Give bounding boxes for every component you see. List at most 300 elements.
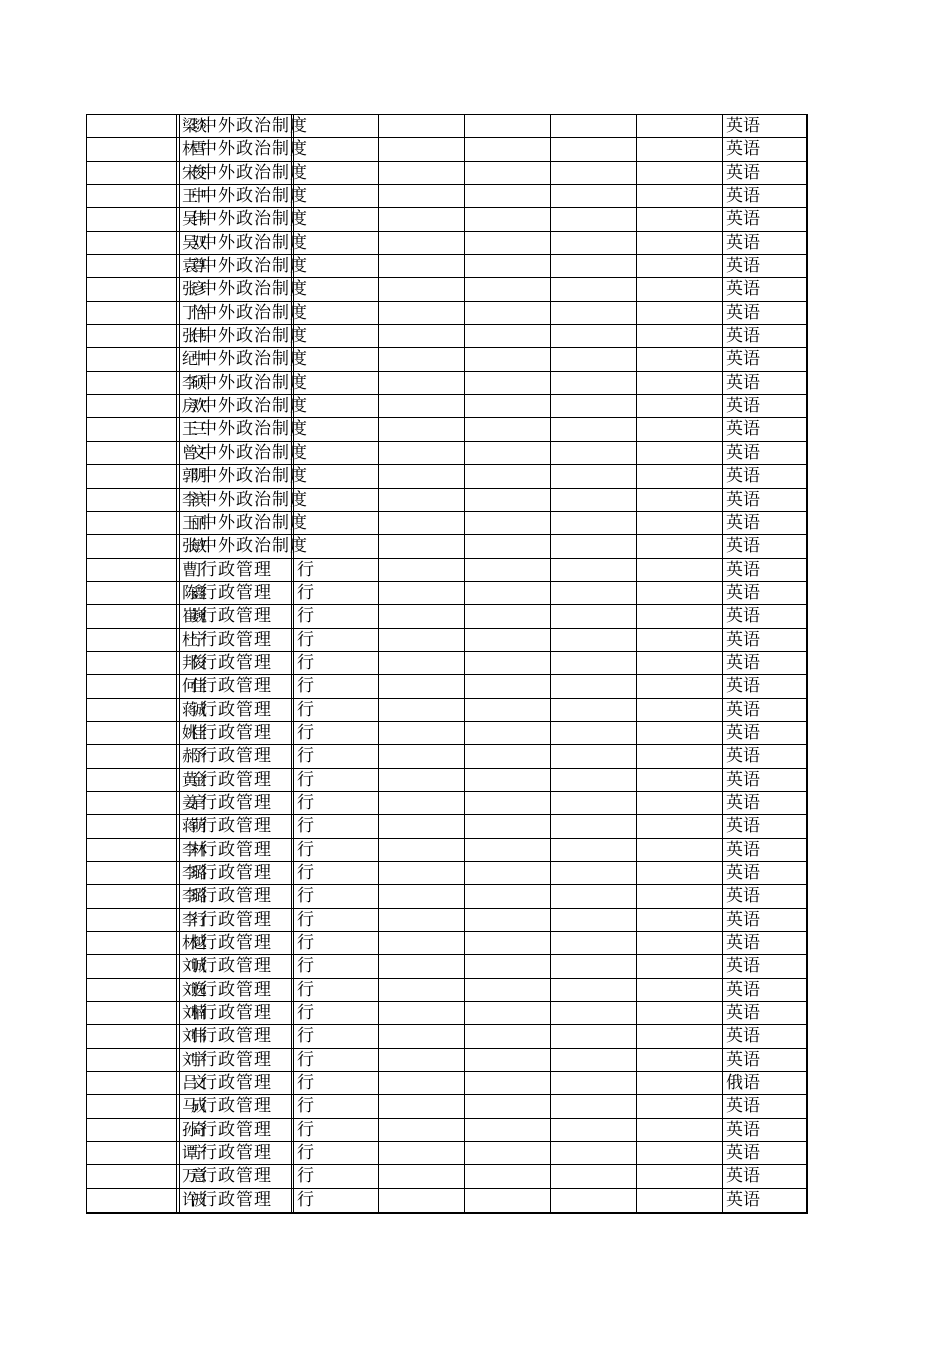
cell-empty[interactable]: [379, 1119, 465, 1141]
cell-language[interactable]: [723, 1025, 806, 1047]
cell-col3[interactable]: [293, 932, 379, 954]
cell-empty[interactable]: [465, 699, 551, 721]
cell-empty[interactable]: [637, 255, 723, 277]
cell-empty[interactable]: [637, 675, 723, 697]
cell-name-major[interactable]: [179, 1095, 292, 1117]
cell-language[interactable]: [723, 769, 806, 791]
cell-name-major[interactable]: [179, 1142, 292, 1164]
cell-name-major[interactable]: [179, 1072, 292, 1094]
cell-col3[interactable]: [293, 792, 379, 814]
cell-col3[interactable]: [293, 1025, 379, 1047]
cell-language[interactable]: [723, 699, 806, 721]
cell-language[interactable]: [723, 535, 806, 557]
cell-language[interactable]: [723, 979, 806, 1001]
cell-empty[interactable]: [379, 862, 465, 884]
cell-empty[interactable]: [87, 1072, 177, 1094]
cell-col3[interactable]: [293, 769, 379, 791]
cell-empty[interactable]: [465, 1025, 551, 1047]
cell-name-major[interactable]: [179, 489, 308, 511]
cell-empty[interactable]: [465, 255, 551, 277]
cell-empty[interactable]: [551, 348, 637, 370]
cell-empty[interactable]: [379, 372, 465, 394]
cell-empty[interactable]: [87, 1095, 177, 1117]
cell-empty[interactable]: [87, 559, 177, 581]
cell-empty[interactable]: [637, 278, 723, 300]
cell-name-major[interactable]: [179, 839, 292, 861]
cell-name-major[interactable]: [179, 769, 292, 791]
cell-empty[interactable]: [87, 722, 177, 744]
cell-empty[interactable]: [637, 605, 723, 627]
cell-empty[interactable]: [551, 1142, 637, 1164]
cell-empty[interactable]: [551, 395, 637, 417]
cell-empty[interactable]: [379, 745, 465, 767]
cell-language[interactable]: [723, 232, 806, 254]
cell-empty[interactable]: [379, 815, 465, 837]
cell-empty[interactable]: [637, 979, 723, 1001]
cell-empty[interactable]: [465, 512, 551, 534]
cell-name-major[interactable]: [179, 1189, 292, 1212]
cell-name-major[interactable]: [179, 745, 292, 767]
cell-empty[interactable]: [379, 162, 465, 184]
cell-language[interactable]: [723, 1002, 806, 1024]
cell-empty[interactable]: [87, 815, 177, 837]
cell-name-major[interactable]: [179, 699, 292, 721]
cell-empty[interactable]: [551, 208, 637, 230]
cell-name-major[interactable]: [179, 1025, 292, 1047]
cell-empty[interactable]: [465, 1095, 551, 1117]
cell-empty[interactable]: [379, 675, 465, 697]
cell-name-major[interactable]: [179, 418, 308, 440]
cell-empty[interactable]: [637, 1095, 723, 1117]
cell-name-major[interactable]: [179, 979, 292, 1001]
cell-col3[interactable]: [293, 1189, 379, 1212]
cell-empty[interactable]: [551, 652, 637, 674]
cell-name-major[interactable]: [179, 348, 308, 370]
cell-empty[interactable]: [87, 302, 177, 324]
cell-language[interactable]: [723, 1049, 806, 1071]
cell-empty[interactable]: [87, 745, 177, 767]
cell-empty[interactable]: [465, 418, 551, 440]
cell-empty[interactable]: [465, 652, 551, 674]
cell-empty[interactable]: [551, 862, 637, 884]
cell-empty[interactable]: [551, 278, 637, 300]
cell-empty[interactable]: [551, 722, 637, 744]
cell-empty[interactable]: [637, 372, 723, 394]
cell-name-major[interactable]: [179, 885, 292, 907]
cell-col3[interactable]: [293, 1072, 379, 1094]
cell-language[interactable]: [723, 745, 806, 767]
cell-language[interactable]: [723, 208, 806, 230]
cell-col3[interactable]: [293, 582, 379, 604]
cell-empty[interactable]: [465, 442, 551, 464]
cell-language[interactable]: [723, 862, 806, 884]
cell-empty[interactable]: [551, 675, 637, 697]
cell-name-major[interactable]: [179, 512, 308, 534]
cell-empty[interactable]: [379, 1049, 465, 1071]
cell-col3[interactable]: [293, 652, 379, 674]
cell-empty[interactable]: [87, 162, 177, 184]
cell-col3[interactable]: [293, 1095, 379, 1117]
cell-language[interactable]: [723, 278, 806, 300]
cell-empty[interactable]: [637, 885, 723, 907]
cell-empty[interactable]: [379, 255, 465, 277]
cell-empty[interactable]: [637, 745, 723, 767]
cell-language[interactable]: [723, 325, 806, 347]
cell-empty[interactable]: [379, 1002, 465, 1024]
cell-empty[interactable]: [637, 1002, 723, 1024]
cell-col3[interactable]: [293, 535, 379, 557]
cell-language[interactable]: [723, 909, 806, 931]
cell-empty[interactable]: [465, 395, 551, 417]
cell-empty[interactable]: [637, 325, 723, 347]
cell-empty[interactable]: [379, 979, 465, 1001]
cell-empty[interactable]: [465, 302, 551, 324]
cell-name-major[interactable]: [179, 162, 308, 184]
cell-empty[interactable]: [379, 208, 465, 230]
cell-col3[interactable]: [293, 862, 379, 884]
cell-empty[interactable]: [465, 745, 551, 767]
cell-empty[interactable]: [379, 1025, 465, 1047]
cell-empty[interactable]: [465, 489, 551, 511]
cell-empty[interactable]: [465, 769, 551, 791]
cell-empty[interactable]: [465, 815, 551, 837]
cell-empty[interactable]: [551, 512, 637, 534]
cell-empty[interactable]: [637, 1165, 723, 1187]
cell-language[interactable]: [723, 442, 806, 464]
cell-empty[interactable]: [379, 909, 465, 931]
cell-col3[interactable]: [293, 1002, 379, 1024]
cell-empty[interactable]: [637, 629, 723, 651]
cell-empty[interactable]: [87, 652, 177, 674]
cell-empty[interactable]: [551, 115, 637, 137]
cell-col3[interactable]: [293, 675, 379, 697]
cell-empty[interactable]: [379, 1095, 465, 1117]
cell-language[interactable]: [723, 138, 806, 160]
cell-empty[interactable]: [637, 1189, 723, 1212]
cell-empty[interactable]: [379, 722, 465, 744]
cell-empty[interactable]: [87, 185, 177, 207]
cell-empty[interactable]: [379, 769, 465, 791]
cell-empty[interactable]: [465, 675, 551, 697]
cell-empty[interactable]: [551, 815, 637, 837]
cell-col3[interactable]: [293, 302, 379, 324]
cell-empty[interactable]: [465, 348, 551, 370]
cell-empty[interactable]: [379, 559, 465, 581]
cell-empty[interactable]: [465, 909, 551, 931]
cell-name-major[interactable]: [179, 302, 308, 324]
cell-empty[interactable]: [87, 115, 177, 137]
cell-empty[interactable]: [465, 605, 551, 627]
cell-empty[interactable]: [379, 232, 465, 254]
cell-language[interactable]: [723, 1165, 806, 1187]
cell-empty[interactable]: [87, 932, 177, 954]
cell-empty[interactable]: [637, 815, 723, 837]
cell-empty[interactable]: [465, 862, 551, 884]
cell-col3[interactable]: [293, 1142, 379, 1164]
cell-empty[interactable]: [379, 1165, 465, 1187]
cell-name-major[interactable]: [179, 1002, 292, 1024]
cell-empty[interactable]: [551, 535, 637, 557]
cell-empty[interactable]: [87, 1142, 177, 1164]
cell-empty[interactable]: [551, 1049, 637, 1071]
cell-empty[interactable]: [87, 372, 177, 394]
cell-empty[interactable]: [379, 932, 465, 954]
cell-empty[interactable]: [551, 955, 637, 977]
cell-empty[interactable]: [551, 442, 637, 464]
cell-empty[interactable]: [551, 138, 637, 160]
cell-empty[interactable]: [551, 418, 637, 440]
cell-empty[interactable]: [465, 162, 551, 184]
cell-empty[interactable]: [87, 465, 177, 487]
cell-language[interactable]: [723, 348, 806, 370]
cell-empty[interactable]: [637, 1142, 723, 1164]
cell-empty[interactable]: [379, 885, 465, 907]
cell-empty[interactable]: [465, 979, 551, 1001]
cell-name-major[interactable]: [179, 722, 292, 744]
cell-empty[interactable]: [379, 629, 465, 651]
cell-name-major[interactable]: [179, 932, 292, 954]
cell-empty[interactable]: [465, 582, 551, 604]
cell-empty[interactable]: [87, 675, 177, 697]
cell-empty[interactable]: [465, 1165, 551, 1187]
cell-empty[interactable]: [637, 1072, 723, 1094]
cell-empty[interactable]: [465, 722, 551, 744]
cell-empty[interactable]: [379, 605, 465, 627]
cell-empty[interactable]: [379, 1189, 465, 1212]
cell-col3[interactable]: [293, 979, 379, 1001]
cell-empty[interactable]: [637, 302, 723, 324]
cell-empty[interactable]: [637, 1049, 723, 1071]
cell-empty[interactable]: [465, 185, 551, 207]
cell-empty[interactable]: [637, 955, 723, 977]
cell-col3[interactable]: [293, 348, 379, 370]
cell-col3[interactable]: [293, 185, 379, 207]
cell-language[interactable]: [723, 465, 806, 487]
cell-empty[interactable]: [465, 325, 551, 347]
cell-empty[interactable]: [637, 138, 723, 160]
cell-empty[interactable]: [551, 255, 637, 277]
cell-empty[interactable]: [637, 115, 723, 137]
cell-empty[interactable]: [87, 138, 177, 160]
cell-empty[interactable]: [379, 325, 465, 347]
cell-language[interactable]: [723, 1119, 806, 1141]
cell-empty[interactable]: [465, 115, 551, 137]
cell-col3[interactable]: [293, 815, 379, 837]
cell-empty[interactable]: [637, 208, 723, 230]
cell-empty[interactable]: [551, 1095, 637, 1117]
cell-col3[interactable]: [293, 489, 379, 511]
cell-empty[interactable]: [551, 769, 637, 791]
cell-empty[interactable]: [379, 699, 465, 721]
cell-name-major[interactable]: [179, 815, 292, 837]
cell-empty[interactable]: [637, 862, 723, 884]
cell-empty[interactable]: [87, 1002, 177, 1024]
cell-name-major[interactable]: [179, 442, 308, 464]
cell-empty[interactable]: [87, 839, 177, 861]
cell-empty[interactable]: [465, 1049, 551, 1071]
cell-empty[interactable]: [637, 722, 723, 744]
cell-empty[interactable]: [551, 372, 637, 394]
cell-name-major[interactable]: [179, 115, 308, 137]
cell-empty[interactable]: [551, 932, 637, 954]
cell-col3[interactable]: [293, 278, 379, 300]
cell-language[interactable]: [723, 1189, 806, 1212]
cell-name-major[interactable]: [179, 675, 292, 697]
cell-empty[interactable]: [379, 652, 465, 674]
cell-empty[interactable]: [87, 1049, 177, 1071]
cell-empty[interactable]: [637, 932, 723, 954]
cell-empty[interactable]: [637, 535, 723, 557]
cell-empty[interactable]: [637, 489, 723, 511]
cell-empty[interactable]: [379, 1072, 465, 1094]
cell-empty[interactable]: [637, 1119, 723, 1141]
cell-empty[interactable]: [379, 138, 465, 160]
cell-empty[interactable]: [87, 1165, 177, 1187]
cell-language[interactable]: [723, 722, 806, 744]
cell-name-major[interactable]: [179, 325, 308, 347]
cell-name-major[interactable]: [179, 208, 308, 230]
cell-col3[interactable]: [293, 512, 379, 534]
cell-empty[interactable]: [87, 442, 177, 464]
cell-col3[interactable]: [293, 909, 379, 931]
cell-col3[interactable]: [293, 465, 379, 487]
cell-empty[interactable]: [637, 792, 723, 814]
cell-empty[interactable]: [87, 699, 177, 721]
cell-empty[interactable]: [465, 465, 551, 487]
cell-language[interactable]: [723, 559, 806, 581]
cell-language[interactable]: [723, 675, 806, 697]
cell-empty[interactable]: [465, 1189, 551, 1212]
cell-empty[interactable]: [87, 582, 177, 604]
cell-empty[interactable]: [87, 325, 177, 347]
cell-empty[interactable]: [637, 395, 723, 417]
cell-empty[interactable]: [551, 839, 637, 861]
cell-empty[interactable]: [379, 348, 465, 370]
cell-empty[interactable]: [87, 348, 177, 370]
cell-col3[interactable]: [293, 885, 379, 907]
cell-name-major[interactable]: [179, 862, 292, 884]
cell-empty[interactable]: [637, 442, 723, 464]
cell-empty[interactable]: [637, 699, 723, 721]
cell-language[interactable]: [723, 162, 806, 184]
cell-empty[interactable]: [87, 1119, 177, 1141]
cell-empty[interactable]: [637, 185, 723, 207]
cell-empty[interactable]: [551, 792, 637, 814]
cell-empty[interactable]: [465, 1072, 551, 1094]
cell-name-major[interactable]: [179, 652, 292, 674]
cell-name-major[interactable]: [179, 605, 292, 627]
cell-language[interactable]: [723, 512, 806, 534]
cell-empty[interactable]: [551, 1002, 637, 1024]
cell-empty[interactable]: [379, 185, 465, 207]
cell-empty[interactable]: [379, 115, 465, 137]
cell-empty[interactable]: [87, 885, 177, 907]
cell-empty[interactable]: [465, 792, 551, 814]
cell-empty[interactable]: [465, 559, 551, 581]
cell-col3[interactable]: [293, 162, 379, 184]
cell-col3[interactable]: [293, 232, 379, 254]
cell-empty[interactable]: [551, 559, 637, 581]
cell-col3[interactable]: [293, 559, 379, 581]
cell-language[interactable]: [723, 792, 806, 814]
cell-col3[interactable]: [293, 605, 379, 627]
cell-empty[interactable]: [465, 535, 551, 557]
cell-empty[interactable]: [551, 302, 637, 324]
cell-name-major[interactable]: [179, 1165, 292, 1187]
cell-empty[interactable]: [465, 629, 551, 651]
cell-empty[interactable]: [379, 418, 465, 440]
cell-language[interactable]: [723, 582, 806, 604]
cell-empty[interactable]: [379, 302, 465, 324]
cell-empty[interactable]: [465, 1002, 551, 1024]
cell-empty[interactable]: [87, 489, 177, 511]
cell-col3[interactable]: [293, 208, 379, 230]
cell-empty[interactable]: [551, 1119, 637, 1141]
cell-col3[interactable]: [293, 442, 379, 464]
cell-empty[interactable]: [637, 909, 723, 931]
cell-empty[interactable]: [637, 232, 723, 254]
cell-empty[interactable]: [465, 278, 551, 300]
cell-empty[interactable]: [465, 208, 551, 230]
cell-name-major[interactable]: [179, 465, 308, 487]
cell-empty[interactable]: [637, 582, 723, 604]
cell-empty[interactable]: [379, 535, 465, 557]
cell-empty[interactable]: [379, 442, 465, 464]
cell-empty[interactable]: [87, 278, 177, 300]
cell-empty[interactable]: [551, 232, 637, 254]
cell-empty[interactable]: [551, 699, 637, 721]
cell-empty[interactable]: [379, 395, 465, 417]
cell-empty[interactable]: [87, 255, 177, 277]
cell-language[interactable]: [723, 605, 806, 627]
cell-name-major[interactable]: [179, 1119, 292, 1141]
cell-empty[interactable]: [87, 605, 177, 627]
cell-name-major[interactable]: [179, 138, 308, 160]
cell-empty[interactable]: [637, 839, 723, 861]
cell-empty[interactable]: [87, 208, 177, 230]
cell-empty[interactable]: [87, 395, 177, 417]
cell-name-major[interactable]: [179, 955, 292, 977]
cell-empty[interactable]: [551, 745, 637, 767]
cell-col3[interactable]: [293, 1049, 379, 1071]
cell-name-major[interactable]: [179, 232, 308, 254]
cell-language[interactable]: [723, 185, 806, 207]
cell-language[interactable]: [723, 489, 806, 511]
cell-empty[interactable]: [465, 1142, 551, 1164]
cell-language[interactable]: [723, 839, 806, 861]
cell-empty[interactable]: [465, 1119, 551, 1141]
cell-name-major[interactable]: [179, 372, 308, 394]
cell-empty[interactable]: [637, 512, 723, 534]
cell-empty[interactable]: [637, 1025, 723, 1047]
cell-name-major[interactable]: [179, 395, 308, 417]
cell-empty[interactable]: [87, 629, 177, 651]
cell-empty[interactable]: [465, 138, 551, 160]
cell-empty[interactable]: [379, 955, 465, 977]
cell-empty[interactable]: [465, 932, 551, 954]
cell-empty[interactable]: [637, 162, 723, 184]
cell-empty[interactable]: [637, 418, 723, 440]
cell-empty[interactable]: [551, 1165, 637, 1187]
cell-language[interactable]: [723, 885, 806, 907]
cell-col3[interactable]: [293, 1119, 379, 1141]
cell-empty[interactable]: [87, 1189, 177, 1212]
cell-empty[interactable]: [551, 162, 637, 184]
cell-empty[interactable]: [379, 512, 465, 534]
cell-name-major[interactable]: [179, 185, 308, 207]
cell-empty[interactable]: [551, 185, 637, 207]
cell-language[interactable]: [723, 1142, 806, 1164]
